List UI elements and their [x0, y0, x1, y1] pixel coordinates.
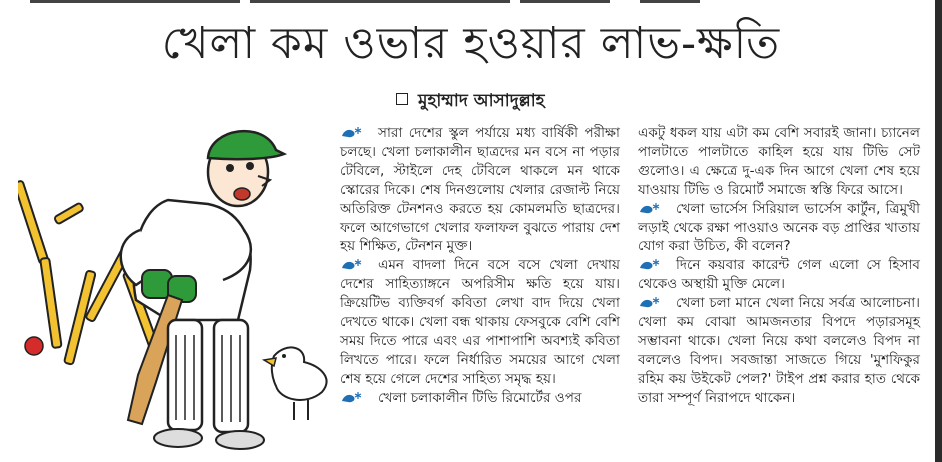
- paragraph: এমন বাদলা দিনে বসে বসে খেলা দেখায় দেশের সাহিত্যাঙ্গনে অপরিসীম ক্ষতি হয়ে যায়। ক্রিয়েটিভ ব্যক্তিবর্গ কবিতা লেখা বাদ দিয়ে খেলা দেখতে থাকে। খেলা বন্ধ থাকায় ফেসবুকে বেশি বেশি সময় দিতে পারে এবং এর পাশাপাশি অবশ্যই কবিতা লিখতে পারে। ফলে নির্ধারিত সময়ের আগে খেলা শেষ হয়ে গেলে দেশের সাহিত্য সমৃদ্ধ হয়।: [340, 257, 620, 387]
- paragraph: খেলা চলা মানে খেলা নিয়ে সর্বত্র আলোচনা। খেলা কম বোঝা আমজনতার বিপদে পড়ারসমূহ সম্ভাবনা থাকে। খেলা নিয়ে কথা বললেও বিপদ না বললেও বিপদ। সবজান্তা সাজতে গিয়ে 'মুশফিকুর রহিম কয় উইকেট পেল?' টাইপ প্রশ্ন করার হাত থেকে তারা সম্পূর্ণ নিরাপদে থাকেন।: [638, 295, 920, 406]
- byline-box-icon: [396, 93, 408, 105]
- paragraph: খেলা ভার্সেস সিরিয়াল ভার্সেস কার্টুন, ত্রিমুখী লড়াই থেকে রক্ষা পাওয়াও অনেক বড় প্রাপ্তির খাতায় যোগ করা উচিত, কী বলেন?: [638, 200, 920, 255]
- text-column-1: [340, 124, 620, 408]
- byline: [396, 90, 545, 112]
- paragraph: খেলা চলাকালীন টিভি রিমোর্টের ওপর: [340, 389, 620, 408]
- headline: খেলা কম ওভার হওয়ার লাভ-ক্ষতি: [161, 18, 781, 69]
- drop-bullet-icon: [340, 258, 370, 270]
- paragraph: দিনে কয়বার কারেন্ট গেল এলো সে হিসাব থেকেও অস্থায়ী মুক্তি মেলে।: [638, 257, 920, 293]
- paragraph: সারা দেশের স্কুল পর্যায়ে মধ্য বার্ষিকী পরীক্ষা চলছে। খেলা চলাকালীন ছাত্রদের মন বসে না পড়ার টেবিলে, স্টাইলে দেহ টেবিলে থাকলে মন থাকে স্কোরের দিকে। শেষ দিনগুলোয় খেলার রেজাল্ট নিয়ে অতিরিক্ত টেনশনও করতে হয় কোমলমতি ছাত্রদের। ফলে আগেভাগে খেলার ফলাফল বুঝতে পারায় দেশ হয় শিক্ষিত, টেনশন মুক্ত।: [340, 125, 620, 255]
- drop-bullet-icon: [638, 258, 668, 270]
- paragraph: একটু ধকল যায় এটা কম বেশি সবারই জানা। চ্যানেল পালটাতে পালটাতে কাহিল হয়ে যায় টিভি সেট গুলোও। এ ক্ষেত্রে দু-এক দিন আগে খেলা শেষ হয়ে যাওয়ায় টিভি ও রিমোর্ট সমাজে স্বস্তি ফিরে আসে।: [638, 125, 920, 198]
- byline-name: মুহাম্মাদ আসাদুল্লাহ: [418, 91, 545, 111]
- top-rule: [0, 0, 942, 6]
- drop-bullet-icon: [340, 391, 370, 403]
- drop-bullet-icon: [638, 202, 668, 214]
- drop-bullet-icon: [340, 126, 370, 138]
- cricket-cartoon-illustration: [18, 120, 340, 455]
- text-column-2: [638, 124, 920, 408]
- drop-bullet-icon: [638, 296, 668, 308]
